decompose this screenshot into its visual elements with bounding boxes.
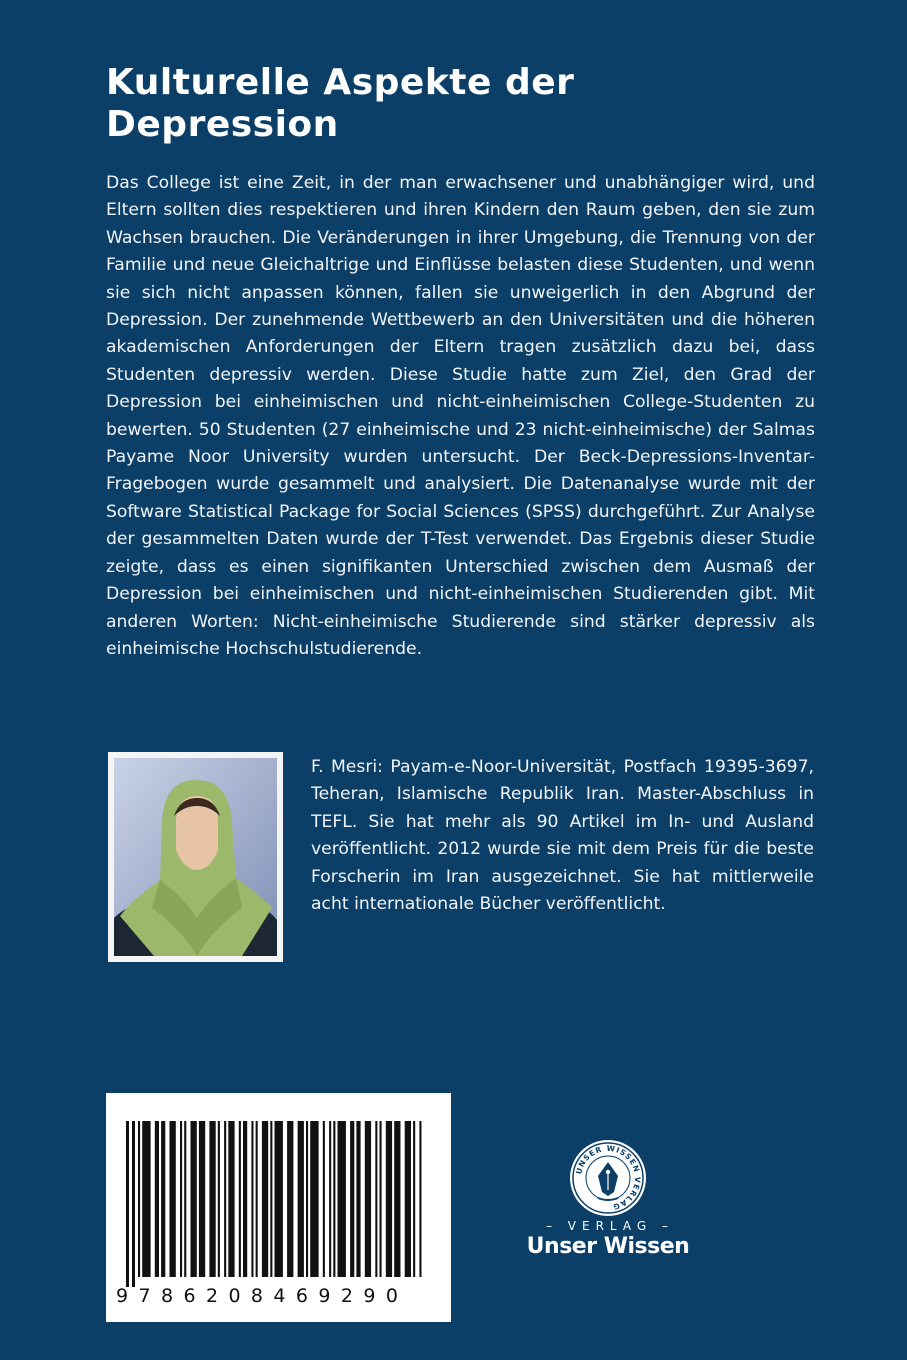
barcode-bar bbox=[251, 1121, 253, 1277]
author-portrait-image bbox=[114, 758, 277, 956]
barcode-bar bbox=[338, 1121, 346, 1277]
barcode-bar bbox=[218, 1121, 220, 1277]
barcode-bar bbox=[333, 1121, 335, 1277]
barcode-bar bbox=[199, 1121, 205, 1277]
barcode-bar bbox=[275, 1121, 283, 1277]
barcode-bar bbox=[365, 1121, 371, 1277]
book-title: Kulturelle Aspekte der Depression bbox=[106, 62, 575, 145]
barcode-bar bbox=[419, 1121, 421, 1277]
barcode-bar bbox=[256, 1121, 258, 1277]
barcode-bar bbox=[413, 1121, 415, 1277]
barcode-bar bbox=[243, 1121, 247, 1277]
fountain-pen-nib-icon bbox=[568, 1138, 648, 1218]
verlag-label: – VERLAG – bbox=[545, 1219, 674, 1233]
author-photo bbox=[108, 752, 283, 962]
barcode-bar bbox=[155, 1121, 159, 1277]
barcode-bar bbox=[405, 1121, 411, 1277]
barcode-bar bbox=[356, 1121, 360, 1277]
publisher-logo bbox=[520, 1138, 700, 1268]
barcode-bar bbox=[126, 1121, 129, 1287]
barcode-bar bbox=[310, 1121, 318, 1277]
barcode-bar bbox=[184, 1121, 186, 1277]
barcode-bar bbox=[270, 1121, 272, 1277]
barcode-bar bbox=[380, 1121, 382, 1277]
barcode-bar bbox=[191, 1121, 197, 1277]
emblem-ring-text: UNSER WISSEN VERLAG bbox=[574, 1143, 643, 1212]
barcode-bar bbox=[239, 1121, 241, 1277]
barcode-bar bbox=[161, 1121, 165, 1277]
barcode-bar bbox=[323, 1121, 325, 1277]
barcode-bar bbox=[180, 1121, 182, 1277]
barcode-bar bbox=[386, 1121, 392, 1277]
barcode-bar bbox=[262, 1121, 268, 1277]
isbn-number: 9786208469290 bbox=[116, 1285, 409, 1307]
barcode-bar bbox=[350, 1121, 354, 1277]
barcode-bar bbox=[306, 1121, 308, 1277]
barcode-bar bbox=[375, 1121, 377, 1277]
publisher-name: Unser Wissen bbox=[526, 1234, 690, 1259]
barcode-bar bbox=[394, 1121, 400, 1277]
barcode-bar bbox=[224, 1121, 226, 1277]
barcode-bar bbox=[287, 1121, 293, 1277]
barcode-label bbox=[106, 1093, 451, 1322]
barcode-bar bbox=[132, 1121, 135, 1287]
barcode-bar bbox=[209, 1121, 215, 1277]
barcode-bar bbox=[142, 1121, 150, 1277]
barcode-bar bbox=[228, 1121, 234, 1277]
barcode-bar bbox=[170, 1121, 176, 1277]
barcode-bar bbox=[138, 1121, 140, 1277]
barcode-bar bbox=[329, 1121, 331, 1277]
book-description: Das College ist eine Zeit, in der man erwachsener und unabhängiger wird, und Eltern sollten dies respektieren und ihren Kindern den Raum geben, den sie zum Wachsen brauchen. Die Veränderungen in ihrer Umgebung, die Trennung von der Familie und neue Gleichaltrige und Einflüsse belasten diese Studenten, und wenn sie sich nicht anpassen können, fallen sie unweigerlich in den Abgrund der Depression. Der zunehmende Wettbewerb an den Universitäten und die höheren akademischen Anforderungen der Eltern tragen zusätzlich dazu bei, dass Studenten depressiv werden. Diese Studie hatte zum Ziel, den Grad der Depression bei einheimischen und nicht-einheimischen College-Studenten zu bewerten. 50 Studenten (27 einheimische und 23 nicht-einheimische) der Salmas Payame Noor University wurden untersucht. Der Beck-Depressions-Inventar-Fragebogen wurde gesammelt und analysiert. Die Datenanalyse wurde mit der Software Statistical Package for Social Sciences (SPSS) durchgeführt. Zur Analyse der gesammelten Daten wurde der T-Test verwendet. Das Ergebnis dieser Studie zeigte, dass es einen signifikanten Unterschied zwischen dem Ausmaß der Depression bei einheimischen und nicht-einheimischen Studierenden gibt. Mit anderen Worten: Nicht-einheimische Studierende sind stärker depressiv als einheimische Hochschulstudierende. bbox=[106, 173, 815, 659]
author-bio: F. Mesri: Payam-e-Noor-Universität, Postfach 19395-3697, Teheran, Islamische Republik Iran. Master-Abschluss in TEFL. Sie hat mehr als 90 Artikel im In- und Ausland veröffentlicht. 2012 wurde sie mit dem Preis für die beste Forscherin im Iran ausgezeichnet. Sie hat mittlerweile acht internationale Bücher veröffentlicht. bbox=[311, 757, 814, 915]
barcode-bar bbox=[298, 1121, 304, 1277]
